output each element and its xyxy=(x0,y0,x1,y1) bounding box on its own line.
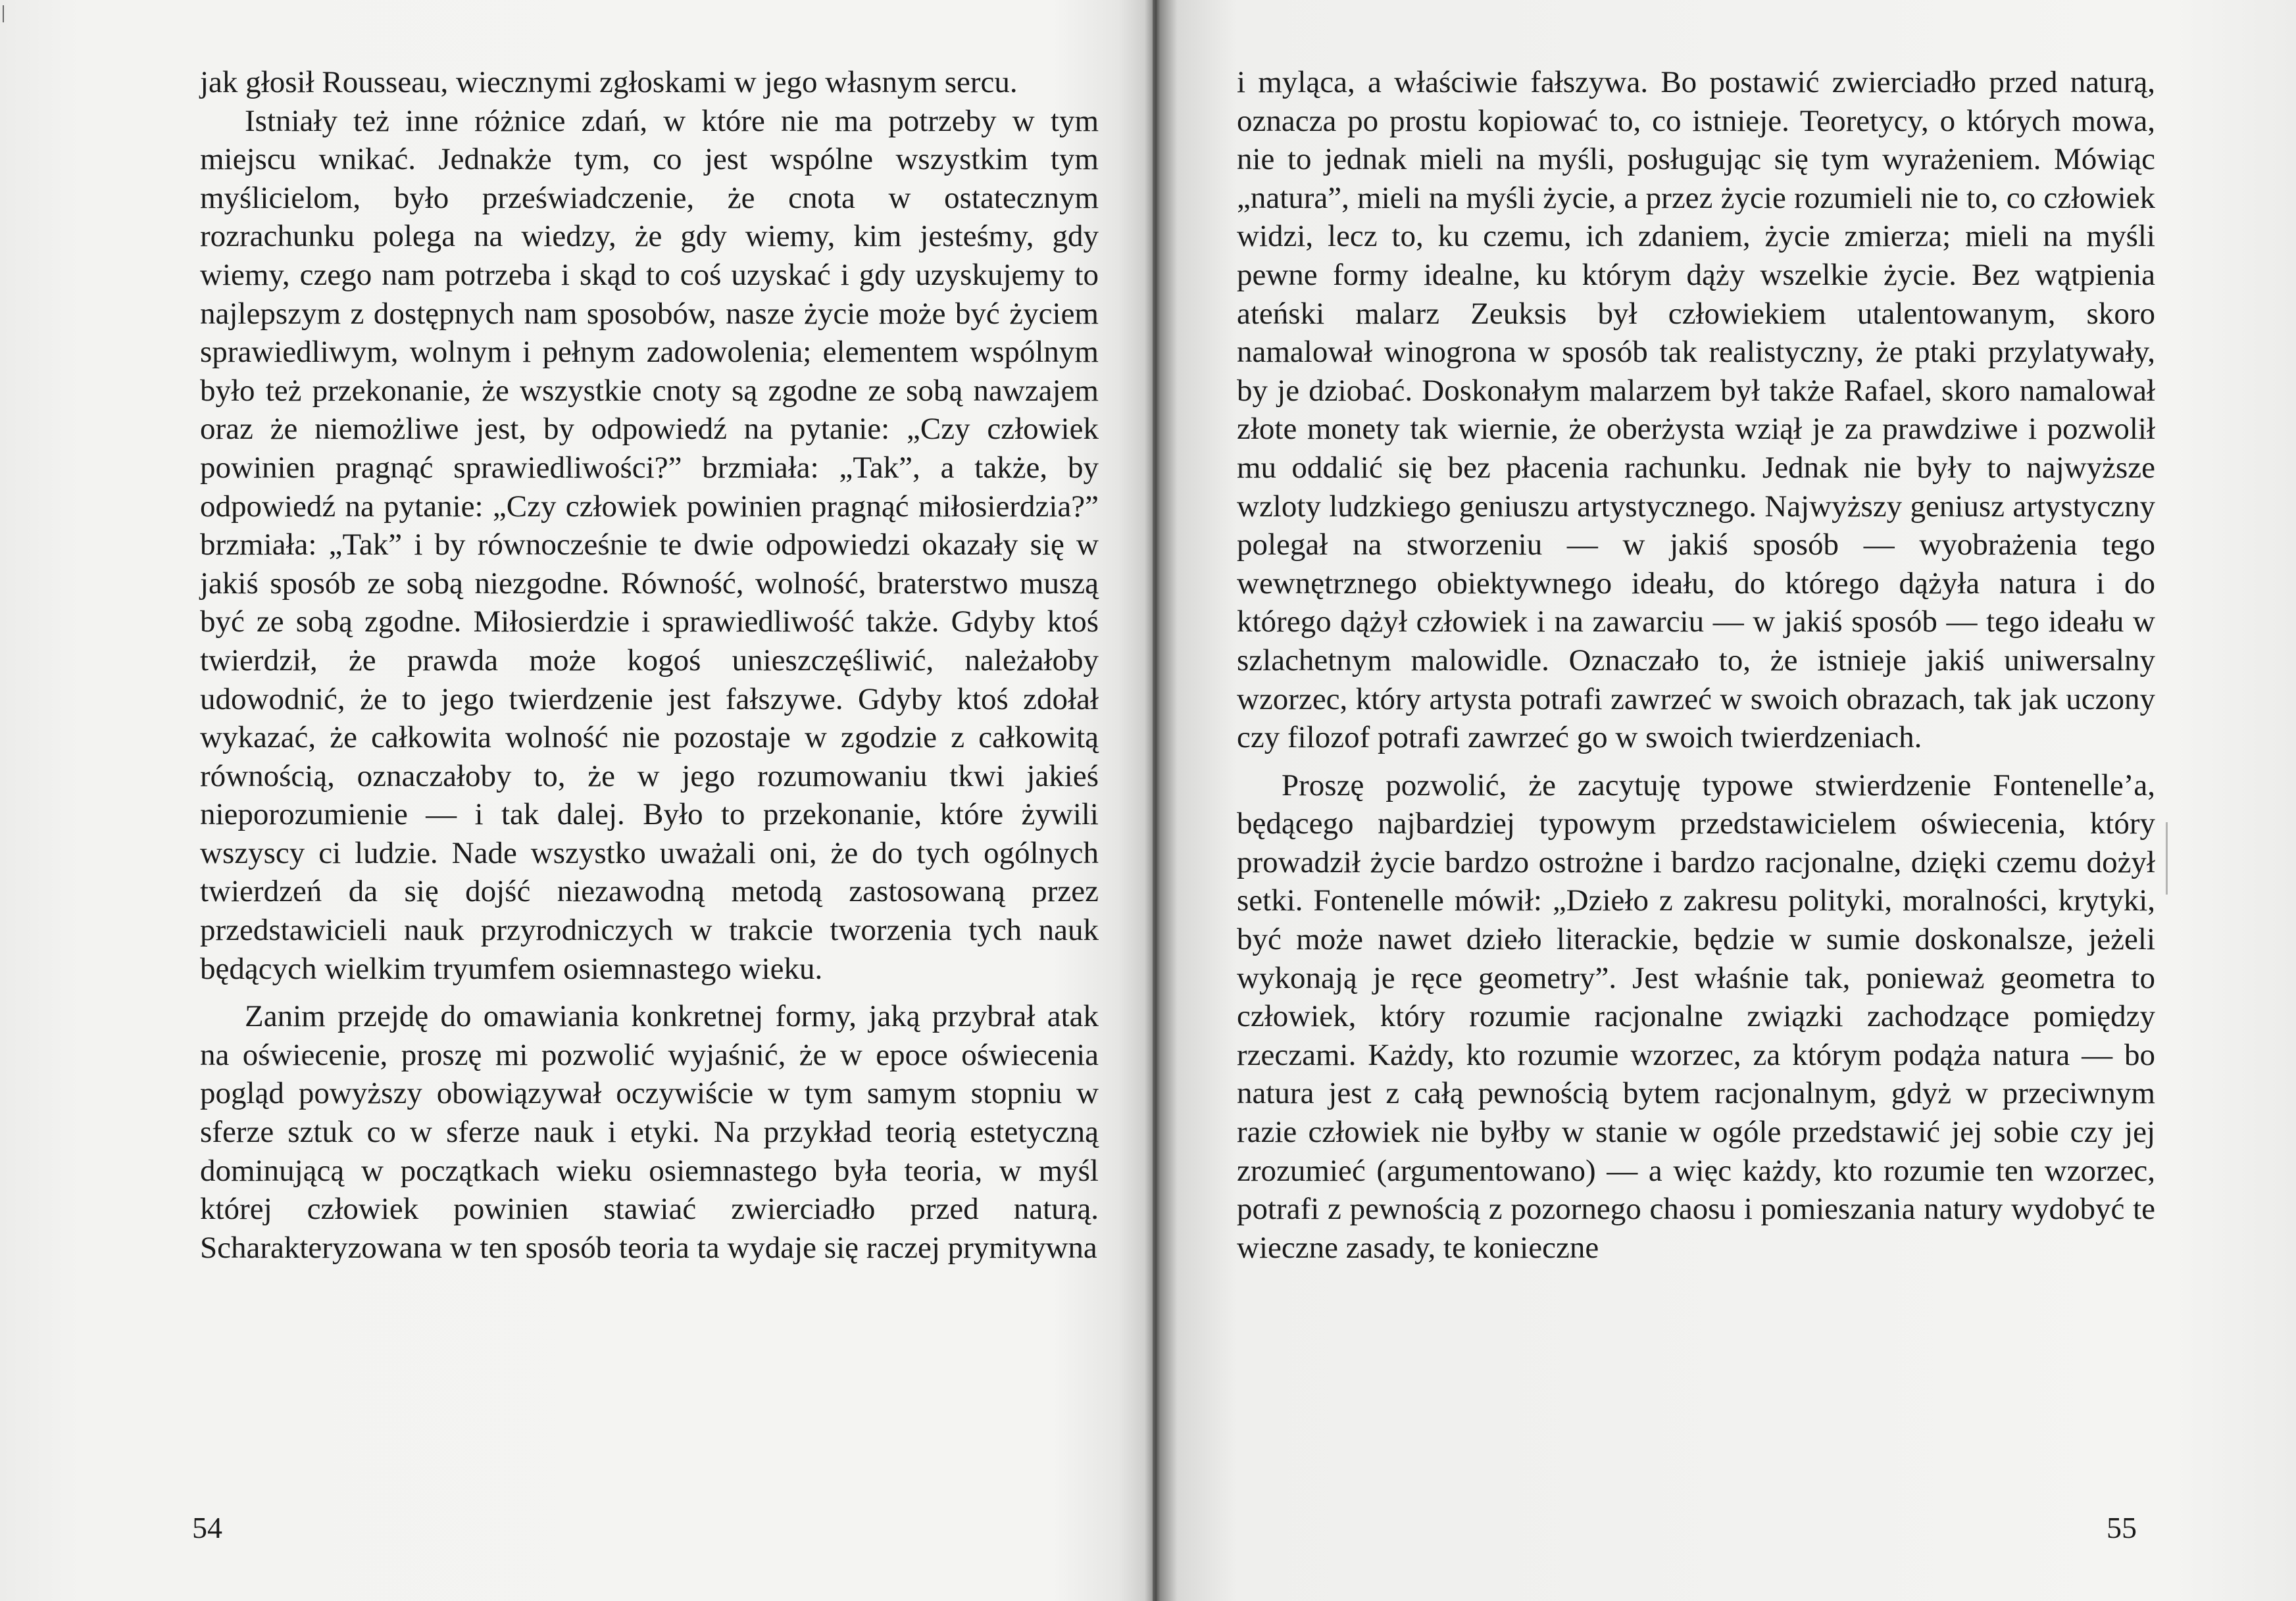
right-paragraph-2: Proszę pozwolić, że zacytuję typowe stwierdzenie Fontenelle’a, będącego najbardziej typowym przedstawicielem oświecenia, który prowadził życie bardzo ostrożne i bardzo racjonalne, dzięki czemu dożył setki. Fontenelle mówił: „Dzieło z zakresu polityki, moralności, krytyki, być może nawet dzieło literackie, będzie w sumie doskonalsze, jeżeli wykonają je ręce geometry”. Jest właśnie tak, ponieważ geometra to człowiek, który rozumie racjonalne związki zachodzące pomiędzy rzeczami. Każdy, kto rozumie wzorzec, za którym podąża natura — bo natura jest z całą pewnością bytem racjonalnym, gdyż w przeciwnym razie człowiek nie byłby w stanie w ogóle przedstawić jej sobie czy jej zrozumieć (argumentowano) — a więc każdy, kto rozumie ten wzorzec, potrafi z pewnością z pozornego chaosu i pomieszania natury wydobyć te wieczne zasady, te konieczne xyxy=(1237,768,2155,1265)
left-paragraph-3: Zanim przejdę do omawiania konkretnej formy, jaką przybrał atak na oświecenie, proszę mi pozwolić wyjaśnić, że w epoce oświecenia pogląd powyższy obowiązywał oczywiście w tym samym stopniu w sferze sztuk co w sferze nauk i etyki. Na przykład teorią estetyczną dominującą w początkach wieku osiemnastego była teoria, w myśl której człowiek powinien stawiać zwierciadło przed naturą. Scharakteryzowana w ten sposób teoria ta wydaje się raczej prymitywna xyxy=(200,999,1099,1265)
scan-corner-mark xyxy=(3,5,4,22)
right-paragraph-1: i myląca, a właściwie fałszywa. Bo postawić zwierciadło przed naturą, oznacza po prostu kopiować to, co istnieje. Teoretycy, o których mowa, nie to jednak mieli na myśli, posługując się tym wyrażeniem. Mówiąc „natura”, mieli na myśli życie, a przez życie rozumieli nie to, co człowiek widzi, lecz to, ku czemu, ich zdaniem, życie zmierza; mieli na myśli pewne formy idealne, ku którym dąży wszelkie życie. Bez wątpienia ateński malarz Zeuksis był człowiekiem utalentowanym, skoro namalował winogrona w sposób tak realistyczny, że ptaki przylatywały, by je dziobać. Doskonałym malarzem był także Rafael, skoro namalował złote monety tak wiernie, że oberżysta wziął je za prawdziwe i pozwolił mu oddalić się bez płacenia rachunku. Jednak nie były to najwyższe wzloty ludzkiego geniuszu artystycznego. Najwyższy geniusz artystyczny polegał na stworzeniu — w jakiś sposób — wyobrażenia tego wewnętrznego obiektywnego ideału, do którego dążyła natura i do którego dążył człowiek i na zawarciu — w jakiś sposób — tego ideału w szlachetnym malowidle. Oznaczało to, że istnieje jakiś uniwersalny wzorzec, który artysta potrafi zawrzeć w swoich obrazach, tak jak uczony czy filozof potrafi zawrzeć go w swoich twierdzeniach. xyxy=(1237,65,2155,755)
left-paragraph-2: Istniały też inne różnice zdań, w które nie ma potrzeby w tym miejscu wnikać. Jednakże tym, co jest wspólne wszystkim tym myślicielom, było przeświadczenie, że cnota w ostatecznym rozrachunku polega na wiedzy, że gdy wiemy, kim jesteśmy, gdy wiemy, czego nam potrzeba i skąd to coś uzyskać i gdy uzyskujemy to najlepszym z dostępnych nam sposobów, nasze życie może być życiem sprawiedliwym, wolnym i pełnym zadowolenia; elementem wspólnym było też przekonanie, że wszystkie cnoty są zgodne ze sobą nawzajem oraz że niemożliwe jest, by odpowiedź na pytanie: „Czy człowiek powinien pragnąć sprawiedliwości?” brzmiała: „Tak”, a także, by odpowiedź na pytanie: „Czy człowiek powinien pragnąć miłosierdzia?” brzmiała: „Tak” i by równocześnie te dwie odpowiedzi okazały się w jakiś sposób ze sobą niezgodne. Równość, wolność, braterstwo muszą być ze sobą zgodne. Miłosierdzie i sprawiedliwość także. Gdyby ktoś twierdził, że prawda może kogoś unieszczęśliwić, należałoby udowodnić, że to jego twierdzenie jest fałszywe. Gdyby ktoś zdołał wykazać, że całkowita wolność nie pozostaje w zgodzie z całkowitą równością, oznaczałoby to, że w jego rozumowaniu tkwi jakieś nieporozumienie — i tak dalej. Było to przekonanie, które żywili wszyscy ci ludzie. Nade wszystko uważali oni, że do tych ogólnych twierdzeń da się dojść niezawodną metodą zastosowaną przez przedstawicieli nauk przyrodniczych w trakcie tworzenia tych nauk będących wielkim tryumfem osiemnastego wieku. xyxy=(200,103,1099,986)
page-number-left: 54 xyxy=(192,1511,222,1544)
right-page-text xyxy=(1237,63,2155,1267)
page-edge-mark xyxy=(2166,822,2168,895)
left-paragraph-1: jak głosił Rousseau, wiecznymi zgłoskami w jego własnym sercu. xyxy=(200,65,1018,99)
book-spine-shadow xyxy=(1153,0,1157,1601)
left-page xyxy=(200,63,1099,1267)
left-page-text xyxy=(200,63,1099,1267)
page-number-right: 55 xyxy=(2107,1511,2137,1544)
right-page xyxy=(1237,63,2155,1267)
